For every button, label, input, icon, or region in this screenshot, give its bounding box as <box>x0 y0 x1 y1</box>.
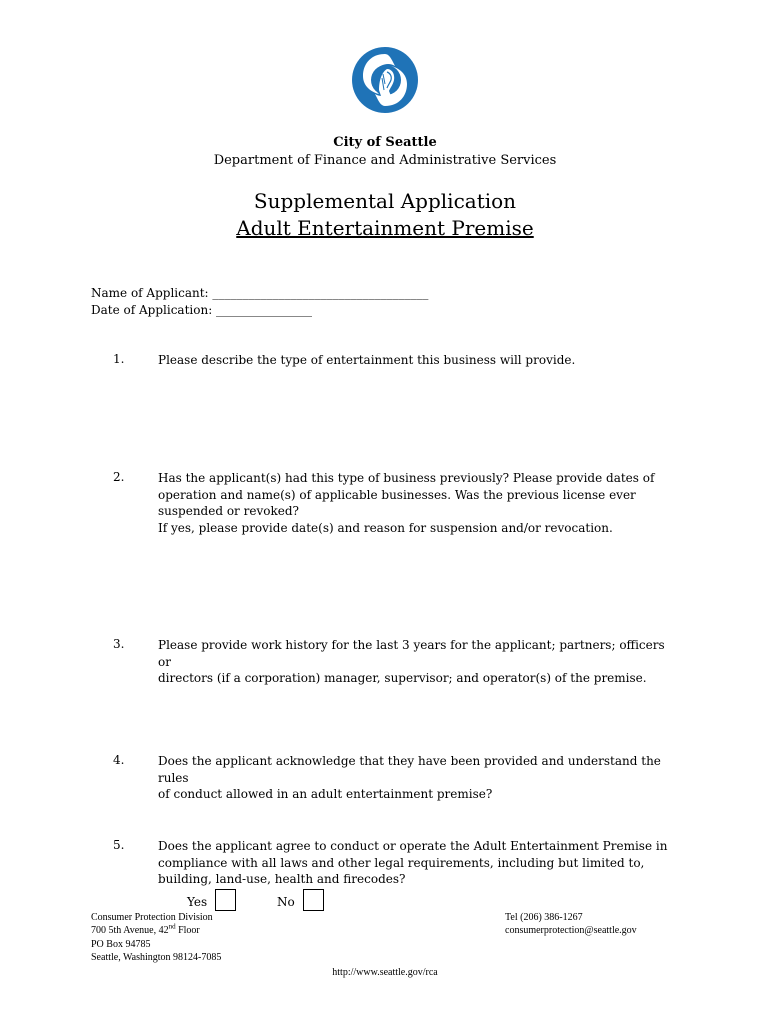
question-3-line: Please provide work history for the last 3 years for the applicant; partners; officers or <box>158 638 665 669</box>
question-3-line: directors (if a corporation) manager, supervisor; and operator(s) of the premise. <box>158 671 647 685</box>
question-5-line: compliance with all laws and other legal requirements, including but limited to, <box>158 855 645 870</box>
no-option[interactable] <box>277 889 324 911</box>
po-box: PO Box 94785 <box>91 938 151 950</box>
question-5-text <box>158 838 678 888</box>
application-date-field[interactable]: Date of Application: ________________ <box>91 303 313 317</box>
applicant-name-field[interactable]: Name of Applicant: ____________________________________ <box>91 286 429 300</box>
yes-label: Yes <box>187 895 208 909</box>
question-2-number: 2. <box>113 470 125 484</box>
question-2-line: Has the applicant(s) had this type of business previously? Please provide dates of <box>158 471 655 485</box>
city-state-zip: Seattle, Washington 98124-7085 <box>91 951 222 963</box>
department-name: Department of Finance and Administrative Services <box>213 153 557 168</box>
question-1-text <box>158 352 678 369</box>
org-name: City of Seattle <box>333 135 437 150</box>
question-2-line: If yes, please provide date(s) and reason for suspension and/or revocation. <box>158 520 613 535</box>
question-5-number: 5. <box>113 838 125 852</box>
question-2-text <box>158 470 678 536</box>
yes-checkbox[interactable] <box>215 889 236 911</box>
question-2-line: suspended or revoked? <box>158 504 299 518</box>
question-5-line: building, land-use, health and firecodes? <box>158 872 406 886</box>
website-link[interactable]: http://www.seattle.gov/rca <box>332 967 438 978</box>
question-3-number: 3. <box>113 637 125 651</box>
form-subtitle: Adult Entertainment Premise <box>236 216 534 240</box>
email-link[interactable]: consumerprotection@seattle.gov <box>505 925 637 937</box>
question-4-line: of conduct allowed in an adult entertainment premise? <box>158 787 493 801</box>
question-1-line: Please describe the type of entertainment this business will provide. <box>158 353 576 367</box>
division-name: Consumer Protection Division <box>91 912 213 923</box>
no-label: No <box>277 895 295 909</box>
question-3-text <box>158 637 678 687</box>
city-of-seattle-logo <box>349 44 421 116</box>
no-checkbox[interactable] <box>303 889 324 911</box>
street-address: 700 5th Avenue, 42nd Floor <box>91 922 200 937</box>
footer-address <box>91 911 221 964</box>
question-1-number: 1. <box>113 352 125 366</box>
question-4-number: 4. <box>113 753 125 767</box>
yes-option[interactable] <box>187 889 236 911</box>
seal-icon <box>349 44 421 116</box>
question-2-line: operation and name(s) of applicable businesses. Was the previous license ever <box>158 487 636 502</box>
question-5-line: Does the applicant agree to conduct or operate the Adult Entertainment Premise in <box>158 839 668 853</box>
footer-contact <box>505 911 637 938</box>
form-title: Supplemental Application <box>253 189 517 213</box>
telephone: Tel (206) 386-1267 <box>505 912 583 923</box>
question-4-line: Does the applicant acknowledge that they have been provided and understand the rules <box>158 754 661 785</box>
question-4-text <box>158 753 678 803</box>
